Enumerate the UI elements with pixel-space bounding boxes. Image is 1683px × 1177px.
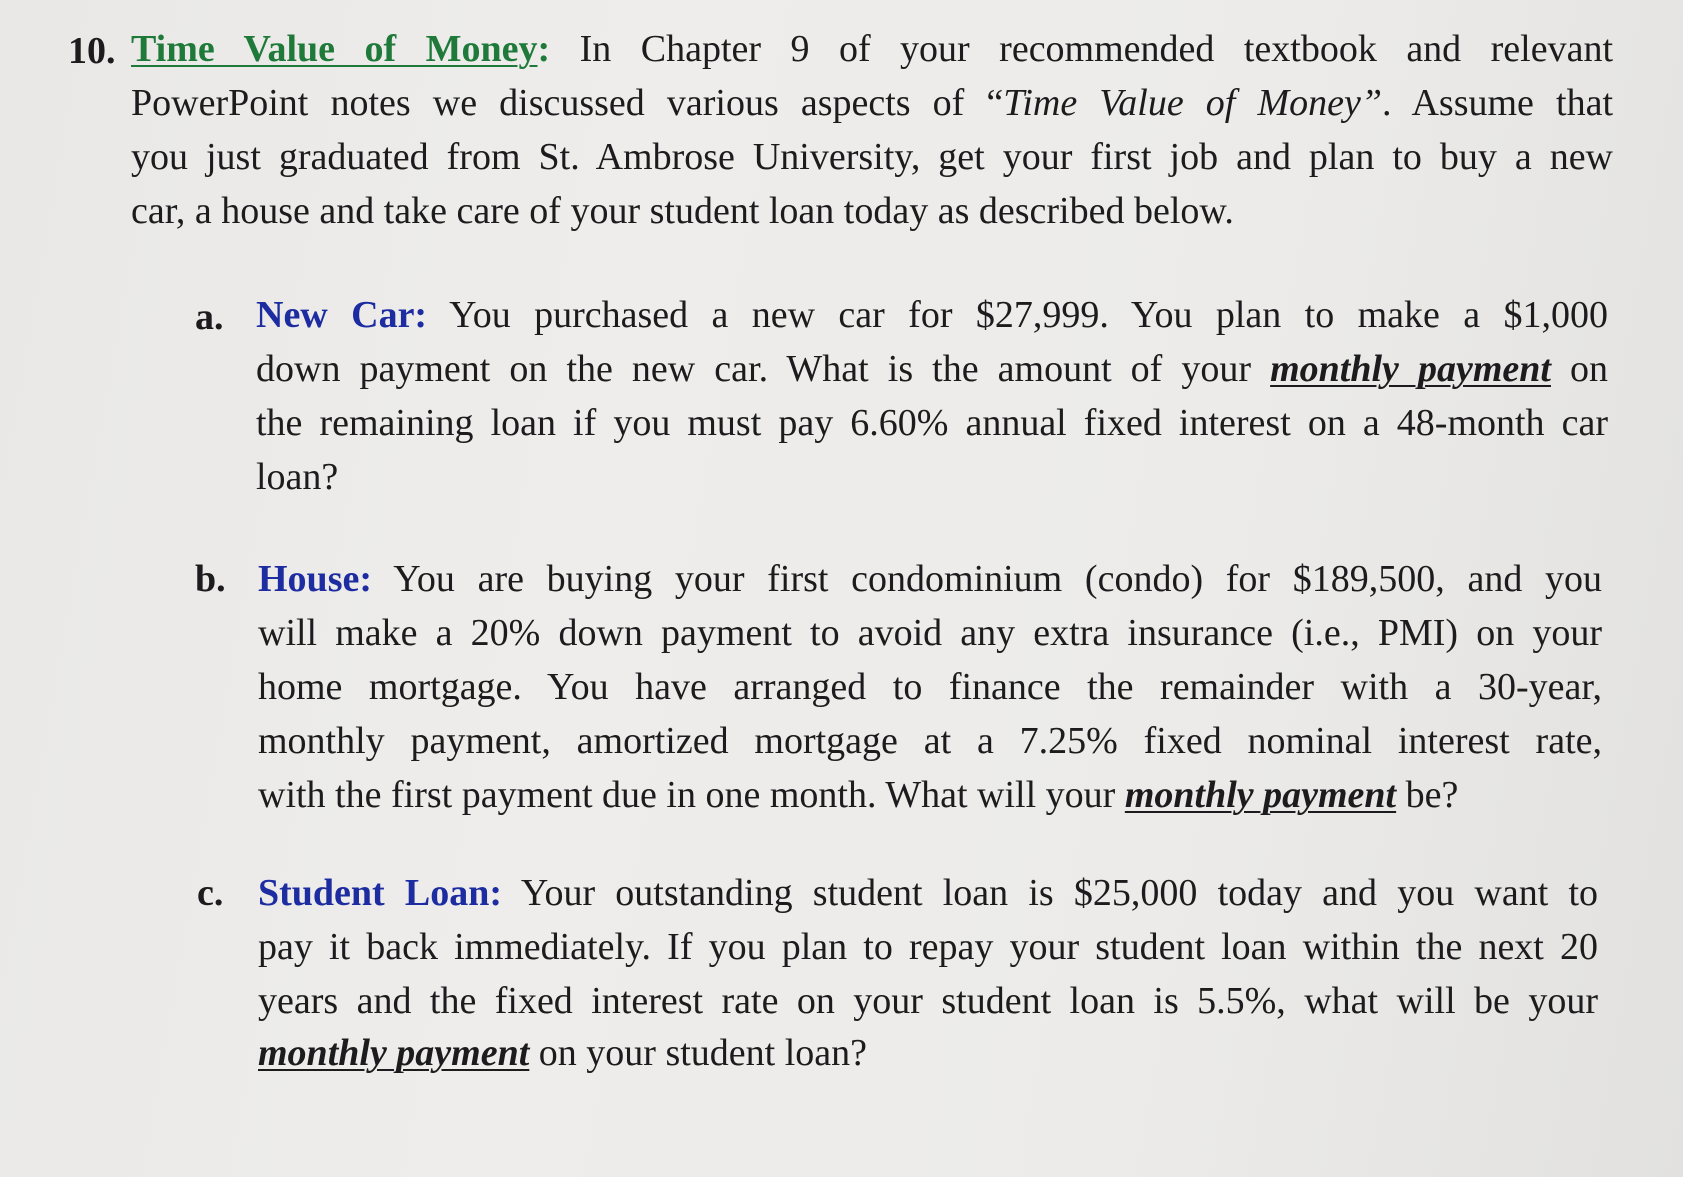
part-a-label: a.	[195, 296, 224, 338]
part-c-text-1: Your outstanding student loan is $25,000 today and you want to	[520, 872, 1599, 914]
intro-text-1: In Chapter 9 of your recommended textbook and relevant	[579, 28, 1614, 70]
part-c-line-1	[258, 866, 1598, 920]
part-c-line-2: pay it back immediately. If you plan to repay your student loan within the next 20	[258, 926, 1598, 968]
part-b-line-5	[258, 768, 1458, 822]
part-a-text-1: You purchased a new car for $27,999. You plan to make a $1,000	[449, 294, 1608, 336]
intro-text-2a: PowerPoint notes we discussed various aspects of “	[131, 82, 1004, 124]
part-b-heading: House:	[258, 558, 372, 600]
part-a-line-3: the remaining loan if you must pay 6.60% annual fixed interest on a 48-month car	[256, 402, 1608, 444]
part-c-heading: Student Loan:	[258, 872, 503, 914]
part-a-heading: New Car:	[256, 294, 428, 336]
part-b-line-3: home mortgage. You have arranged to finance the remainder with a 30-year,	[258, 666, 1602, 708]
part-a-text-2b: on	[1570, 348, 1609, 390]
intro-line-3: you just graduated from St. Ambrose University, get your first job and plan to buy a new	[131, 136, 1613, 178]
part-b-line-1	[258, 552, 1602, 606]
part-c-line-3: years and the fixed interest rate on your student loan is 5.5%, what will be your	[258, 980, 1598, 1022]
part-b-line-4: monthly payment, amortized mortgage at a 7.25% fixed nominal interest rate,	[258, 720, 1602, 762]
intro-text-2-italic: Time Value of Money”	[1003, 82, 1382, 124]
part-b-emphasis: monthly payment	[1124, 774, 1397, 816]
part-c-label: c.	[197, 872, 224, 914]
part-c-text-4b: on your student loan?	[538, 1032, 868, 1074]
intro-line-1	[131, 22, 1613, 76]
question-title: Time Value of Money	[131, 28, 538, 70]
question-number: 10.	[68, 30, 116, 72]
title-colon: :	[537, 28, 551, 70]
part-b-text-1: You are buying your first condominium (condo) for $189,500, and you	[393, 558, 1602, 600]
part-c-emphasis: monthly payment	[258, 1032, 530, 1074]
part-c-line-4	[258, 1026, 867, 1080]
part-b-label: b.	[195, 558, 226, 600]
intro-text-2b: . Assume that	[1381, 82, 1613, 124]
part-a-emphasis: monthly payment	[1270, 348, 1551, 390]
part-b-text-5a: with the first payment due in one month. What will your	[258, 774, 1116, 816]
part-b-line-2: will make a 20% down payment to avoid any extra insurance (i.e., PMI) on your	[258, 612, 1602, 654]
part-a-line-1	[256, 288, 1608, 342]
intro-line-4: car, a house and take care of your student loan today as described below.	[131, 190, 1234, 232]
intro-line-2	[131, 76, 1613, 130]
part-a-line-2	[256, 342, 1608, 396]
part-b-text-5b: be?	[1405, 774, 1459, 816]
part-a-line-4: loan?	[256, 456, 339, 498]
part-a-text-2a: down payment on the new car. What is the amount of your	[256, 348, 1252, 390]
